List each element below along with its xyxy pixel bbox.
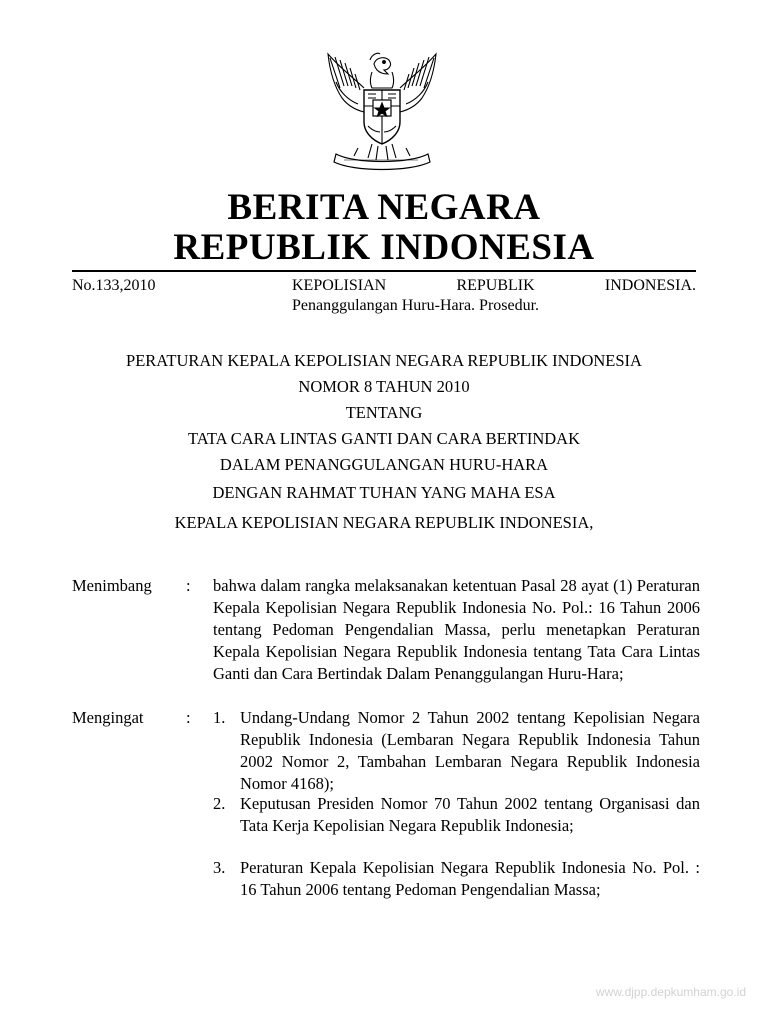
mengingat-colon: : bbox=[186, 708, 191, 727]
gazette-subject-word: REPUBLIK bbox=[456, 277, 535, 294]
menimbang-text: bahwa dalam rangka melaksanakan ketentuan Pasal 28 ayat (1) Peraturan Kepala Kepolisian Negara Republik Indonesia No. Pol.: 16 Tahun 2006 tentang Pedoman Pengendalian Massa, perlu menetapkan Peraturan Kepala Kepolisian Negara Republik Indonesia tentang Tata Cara Lintas Ganti dan Cara Bertindak Dalam Penanggulangan Huru-Hara; bbox=[213, 576, 700, 683]
preamble-heading bbox=[60, 480, 708, 536]
footer-watermark-link[interactable]: www.djpp.depkumham.go.id bbox=[595, 985, 746, 999]
menimbang-colon: : bbox=[186, 576, 191, 595]
preamble-line: DENGAN RAHMAT TUHAN YANG MAHA ESA bbox=[212, 483, 556, 502]
title-line: TATA CARA LINTAS GANTI DAN CARA BERTINDAK bbox=[188, 429, 580, 448]
masthead-title-line2: REPUBLIK INDONESIA bbox=[173, 227, 595, 268]
masthead-divider bbox=[72, 270, 696, 272]
gazette-subject-line2: Penanggulangan Huru-Hara. Prosedur. bbox=[292, 297, 540, 314]
mengingat-item-number: 3. bbox=[213, 858, 226, 877]
gazette-subject bbox=[292, 276, 696, 316]
gazette-subject-word: INDONESIA. bbox=[604, 277, 696, 294]
title-line: PERATURAN KEPALA KEPOLISIAN NEGARA REPUBLIK INDONESIA bbox=[126, 351, 642, 370]
masthead-title-line1: BERITA NEGARA bbox=[227, 187, 541, 228]
title-line: NOMOR 8 TAHUN 2010 bbox=[298, 377, 470, 396]
mengingat-item-number: 2. bbox=[213, 794, 226, 813]
mengingat-label: Mengingat bbox=[72, 708, 144, 727]
garuda-pancasila-emblem-icon bbox=[314, 48, 450, 176]
regulation-title bbox=[60, 348, 708, 478]
preamble-line: KEPALA KEPOLISIAN NEGARA REPUBLIK INDONESIA, bbox=[174, 513, 594, 532]
gazette-number: No.133,2010 bbox=[72, 277, 156, 294]
title-line: DALAM PENANGGULANGAN HURU-HARA bbox=[219, 455, 549, 474]
mengingat-item-text: Peraturan Kepala Kepolisian Negara Republik Indonesia No. Pol. : 16 Tahun 2006 tentang Pedoman Pengendalian Massa; bbox=[240, 858, 700, 899]
mengingat-item-number: 1. bbox=[213, 708, 226, 727]
mengingat-item-text: Keputusan Presiden Nomor 70 Tahun 2002 tentang Organisasi dan Tata Kerja Kepolisian Negara Republik Indonesia; bbox=[240, 794, 700, 835]
gazette-subject-word: KEPOLISIAN bbox=[292, 277, 387, 294]
menimbang-label: Menimbang bbox=[72, 576, 152, 595]
title-line: TENTANG bbox=[345, 403, 423, 422]
mengingat-item-text: Undang-Undang Nomor 2 Tahun 2002 tentang Kepolisian Negara Republik Indonesia (Lembaran Negara Republik Indonesia Tahun 2002 Nomor 2, Tambahan Lembaran Negara Republik Indonesia Nomor 4168); bbox=[240, 708, 700, 793]
